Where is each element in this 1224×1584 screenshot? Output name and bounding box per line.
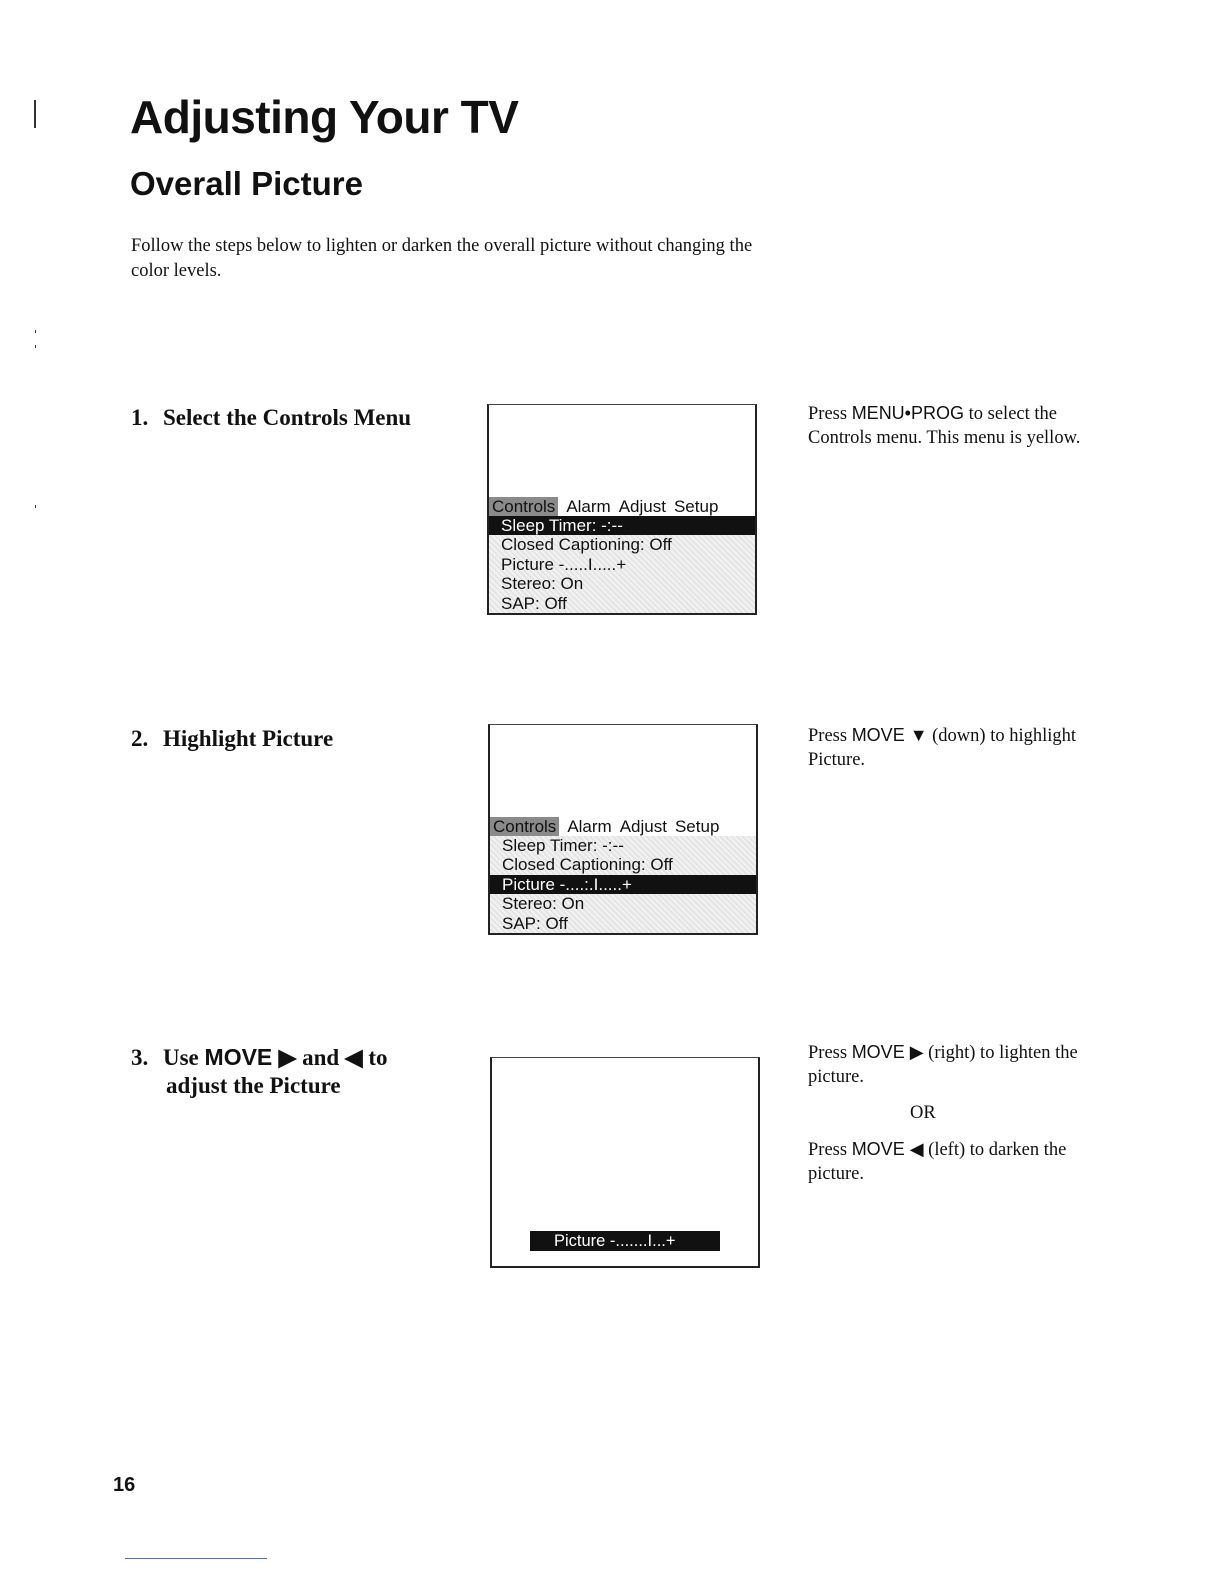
- tab-alarm: Alarm: [567, 816, 612, 836]
- desc-text: Press: [808, 726, 852, 746]
- scan-mark: [35, 330, 36, 333]
- tab-controls: Controls: [490, 817, 559, 836]
- step-title: Select the Controls Menu: [163, 405, 412, 430]
- step-title: Highlight Picture: [163, 726, 334, 751]
- menu-row-closed-captioning: Closed Captioning: Off: [502, 855, 673, 874]
- step-title: Use: [163, 1045, 205, 1070]
- desc-text: Press: [808, 1043, 852, 1063]
- menu-tab-bar: [489, 497, 755, 516]
- step-1-description: [808, 401, 1118, 450]
- desc-text: Press: [808, 1140, 852, 1160]
- key-label: MENU•PROG: [851, 403, 964, 423]
- menu-row-picture: Picture -....:.I.....+: [490, 875, 756, 895]
- scan-mark: [35, 505, 36, 508]
- step-2-description: [808, 723, 1118, 772]
- tv-screen-3: [490, 1057, 760, 1268]
- tab-alarm: Alarm: [566, 496, 611, 516]
- scan-mark: [34, 100, 36, 128]
- desc-text: Press: [808, 404, 852, 424]
- step-title: adjust the Picture: [166, 1073, 341, 1098]
- menu-row-sleep-timer: Sleep Timer: -:--: [489, 516, 755, 536]
- desc-text: (down) to highlight Picture.: [808, 726, 1077, 770]
- page-number: 16: [113, 1474, 136, 1496]
- step-number: 3.: [131, 1045, 149, 1070]
- menu-tab-bar: [490, 817, 756, 836]
- step-3-heading: [131, 1043, 388, 1100]
- tab-adjust: Adjust: [619, 816, 667, 836]
- step-number: 2.: [131, 726, 149, 751]
- step-2-heading: [131, 725, 333, 753]
- tab-setup: Setup: [673, 496, 719, 516]
- key-label: MOVE ▶: [204, 1044, 297, 1070]
- menu-row-stereo: Stereo: On: [501, 574, 584, 593]
- desc-text: (left) to darken the picture.: [808, 1140, 1067, 1184]
- or-separator: OR: [910, 1103, 936, 1123]
- tab-controls: Controls: [489, 497, 558, 516]
- picture-adjust-bar: Picture -.......I...+: [530, 1231, 720, 1251]
- footer-rule: [125, 1558, 267, 1559]
- page-title: Adjusting Your TV: [130, 91, 519, 143]
- step-number: 1.: [131, 405, 149, 430]
- menu-row-sap: SAP: Off: [502, 913, 568, 933]
- scan-mark: [35, 345, 36, 348]
- step-title: and ◀ to: [296, 1045, 388, 1070]
- tv-screen-1: [487, 404, 757, 615]
- tab-setup: Setup: [674, 816, 720, 836]
- intro-text: Follow the steps below to lighten or darken the overall picture without changing the color levels.: [131, 236, 753, 281]
- key-label: MOVE ◀: [851, 1139, 924, 1159]
- controls-menu: [490, 817, 756, 934]
- menu-row-stereo: Stereo: On: [502, 894, 585, 913]
- tv-screen-2: [488, 724, 758, 935]
- menu-row-sap: SAP: Off: [501, 593, 567, 613]
- desc-text: (right) to lighten the picture.: [808, 1043, 1078, 1087]
- key-label: MOVE ▼: [851, 725, 928, 745]
- desc-text: to select the Controls menu. This menu is yellow.: [808, 404, 1081, 448]
- controls-menu: [489, 497, 755, 614]
- menu-row-closed-captioning: Closed Captioning: Off: [501, 535, 672, 554]
- step-3-description: [808, 1040, 1118, 1186]
- menu-row-picture: Picture -.....I.....+: [501, 554, 627, 574]
- key-label: MOVE ▶: [851, 1042, 924, 1062]
- step-1-heading: [131, 404, 411, 432]
- tab-adjust: Adjust: [618, 496, 666, 516]
- menu-row-sleep-timer: Sleep Timer: -:--: [502, 835, 624, 855]
- section-subtitle: Overall Picture: [130, 165, 363, 202]
